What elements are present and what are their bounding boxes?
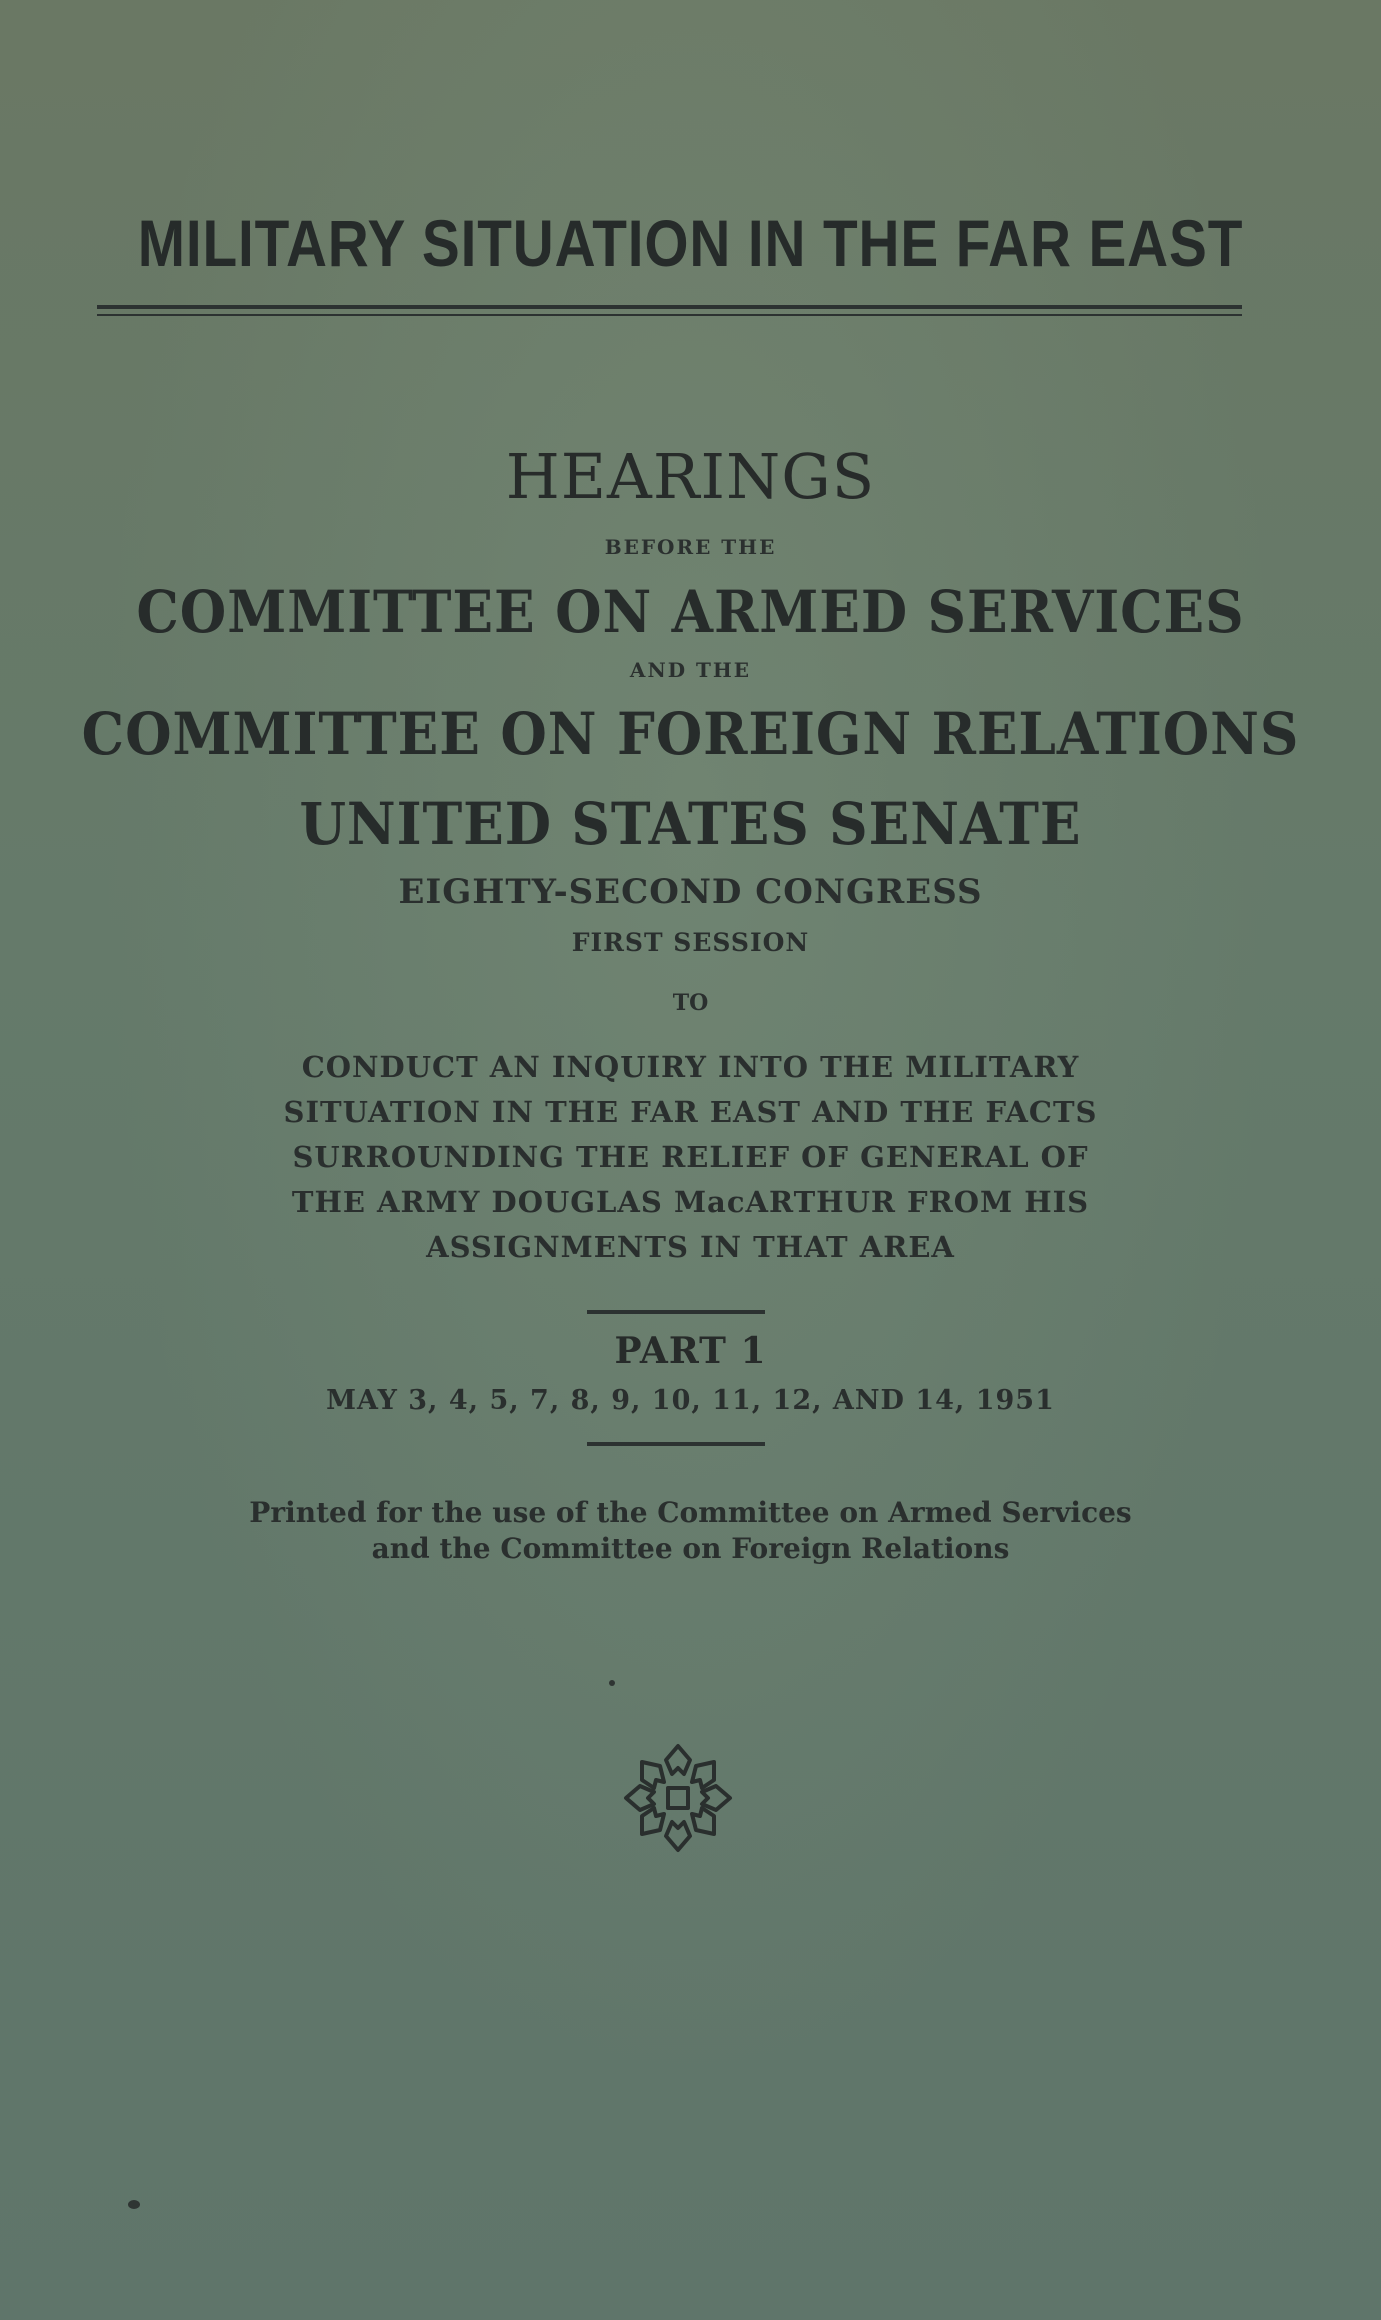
printed-for-note [240,1495,1141,1567]
gpo-seal-icon [620,1740,736,1856]
and-the-label: AND THE [629,658,752,682]
part-label: PART 1 [614,1330,767,1372]
before-the-label: BEFORE THE [604,535,777,559]
purpose-line: THE ARMY DOUGLAS MacARTHUR FROM HIS [291,1185,1090,1219]
title-rule-thick [97,305,1242,309]
senate-heading: UNITED STATES SENATE [299,790,1082,858]
purpose-line: ASSIGNMENTS IN THAT AREA [426,1230,955,1264]
part-rule-top [587,1310,765,1314]
printed-line: and the Committee on Foreign Relations [371,1532,1010,1565]
committee-armed-services: COMMITTEE ON ARMED SERVICES [136,578,1245,646]
title-rule-thin [97,314,1242,316]
purpose-text [230,1045,1151,1270]
printed-line: Printed for the use of the Committee on Armed Services [249,1496,1132,1529]
purpose-line: CONDUCT AN INQUIRY INTO THE MILITARY [301,1050,1080,1084]
to-label: TO [672,990,709,1016]
hearings-heading: HEARINGS [505,440,876,513]
paper-speck [609,1680,615,1686]
purpose-line: SURROUNDING THE RELIEF OF GENERAL OF [292,1140,1089,1174]
hearing-dates: MAY 3, 4, 5, 7, 8, 9, 10, 11, 12, AND 14, 1951 [326,1385,1055,1416]
committee-foreign-relations: COMMITTEE ON FOREIGN RELATIONS [81,700,1300,768]
purpose-line: SITUATION IN THE FAR EAST AND THE FACTS [283,1095,1098,1129]
session-label: FIRST SESSION [571,928,810,957]
congress-label: EIGHTY-SECOND CONGRESS [398,872,983,912]
paper-speck [128,2200,140,2209]
document-title: MILITARY SITUATION IN THE FAR EAST [137,206,1244,280]
part-rule-bottom [587,1442,765,1446]
